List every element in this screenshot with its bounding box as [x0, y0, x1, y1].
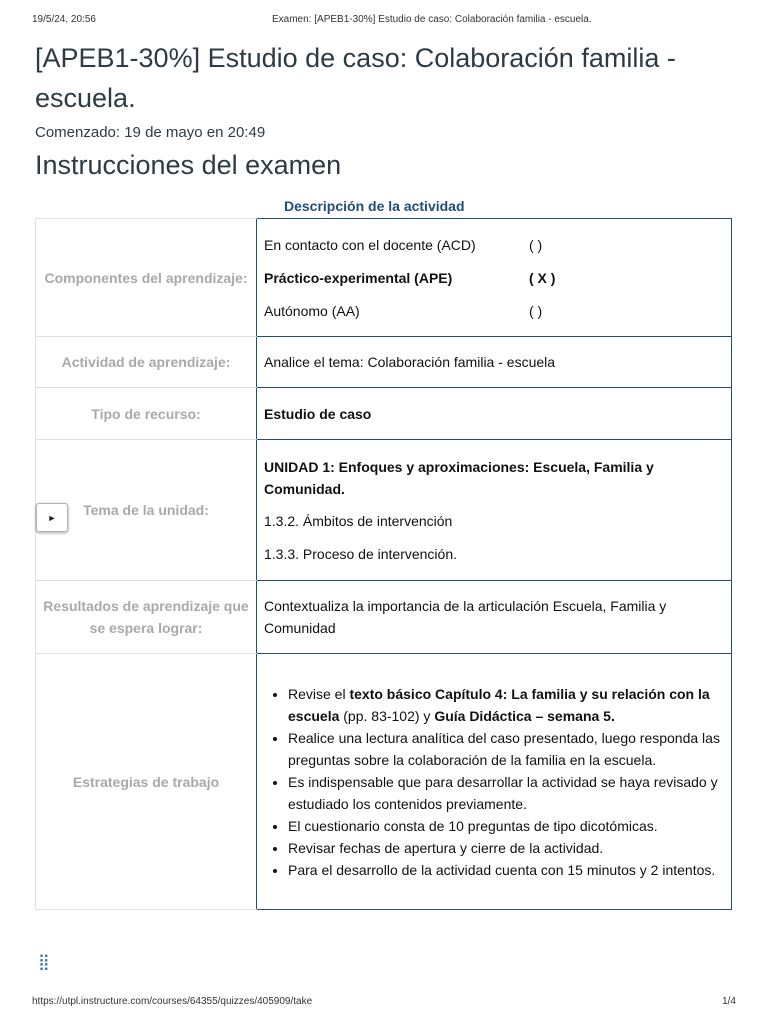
- unit-title: UNIDAD 1: Enfoques y aproximaciones: Escuela, Familia y Comunidad.: [264, 458, 654, 497]
- strategies-list: [264, 683, 724, 881]
- component-option-mark: ( ): [529, 236, 543, 253]
- play-triangle-icon: ►: [47, 512, 57, 523]
- strategy-text-bold: texto básico Capítulo 4: La familia y su relación con la escuela: [288, 685, 710, 724]
- resource-row: [36, 388, 732, 440]
- component-option-acd: [264, 228, 724, 261]
- component-option-mark: ( ): [529, 302, 543, 319]
- component-option-name: Práctico-experimental (APE): [264, 269, 453, 286]
- resource-value: Estudio de caso: [257, 388, 732, 440]
- unit-value: [257, 440, 732, 581]
- description-heading: Descripción de la actividad: [284, 198, 465, 214]
- strategy-text-bold: Guía Didáctica – semana 5.: [434, 707, 615, 724]
- page-title: [APEB1-30%] Estudio de caso: Colaboración familia - escuela.: [35, 43, 676, 113]
- component-option-name: En contacto con el docente (ACD): [264, 236, 476, 253]
- unit-row: [36, 440, 732, 581]
- print-header: [32, 14, 736, 25]
- instructions-table: [35, 218, 732, 910]
- unit-item: 1.3.2. Ámbitos de intervención: [264, 512, 453, 529]
- components-value: [257, 219, 732, 337]
- list-item: • El cuestionario consta de 10 preguntas de tipo dicotómicas.: [288, 815, 724, 837]
- components-row: [36, 219, 732, 337]
- print-datetime: 19/5/24, 20:56: [32, 14, 96, 25]
- results-label: Resultados de aprendizaje que se espera lograr:: [36, 581, 257, 654]
- activity-row: [36, 337, 732, 388]
- components-label: Componentes del aprendizaje:: [36, 219, 257, 337]
- print-url: https://utpl.instructure.com/courses/64355/quizzes/405909/take: [32, 996, 313, 1007]
- list-item: • Para el desarrollo de la actividad cuenta con 15 minutos y 2 intentos.: [288, 859, 724, 881]
- component-option-name: Autónomo (AA): [264, 302, 360, 319]
- unit-label-cell: [36, 440, 257, 581]
- activity-value: Analice el tema: Colaboración familia - escuela: [257, 337, 732, 388]
- results-value: Contextualiza la importancia de la articulación Escuela, Familia y Comunidad: [257, 581, 732, 654]
- expand-button[interactable]: [36, 503, 68, 532]
- list-item: • Es indispensable que para desarrollar la actividad se haya revisado y estudiado los contenidos previamente.: [288, 771, 724, 815]
- results-row: [36, 581, 732, 654]
- strategies-value: [257, 654, 732, 910]
- print-doc-title: Examen: [APEB1-30%] Estudio de caso: Colaboración familia - escuela.: [272, 14, 592, 25]
- strategy-text: (pp. 83-102) y: [339, 707, 435, 724]
- print-footer: [32, 996, 736, 1007]
- list-item: • Realice una lectura analítica del caso presentado, luego responda las preguntas sobre la colaboración de la familia en la escuela.: [288, 727, 724, 771]
- unit-item: 1.3.3. Proceso de intervención.: [264, 545, 458, 562]
- print-page-number: 1/4: [722, 996, 736, 1007]
- component-option-aa: [264, 294, 724, 327]
- strategy-text: Revise el: [288, 685, 350, 702]
- component-option-ape: [264, 261, 724, 294]
- strategies-label: Estrategias de trabajo: [36, 654, 257, 910]
- list-item: • Revisar fechas de apertura y cierre de la actividad.: [288, 837, 724, 859]
- resource-label: Tipo de recurso:: [36, 388, 257, 440]
- list-item: [288, 683, 724, 727]
- component-option-mark: ( X ): [529, 269, 556, 286]
- instructions-heading: Instrucciones del examen: [35, 150, 342, 180]
- started-timestamp: Comenzado: 19 de mayo en 20:49: [35, 124, 266, 141]
- activity-label: Actividad de aprendizaje:: [36, 337, 257, 388]
- strategies-row: [36, 654, 732, 910]
- unit-label: Tema de la unidad:: [83, 502, 209, 518]
- drag-handle-icon[interactable]: ⣿: [38, 954, 50, 971]
